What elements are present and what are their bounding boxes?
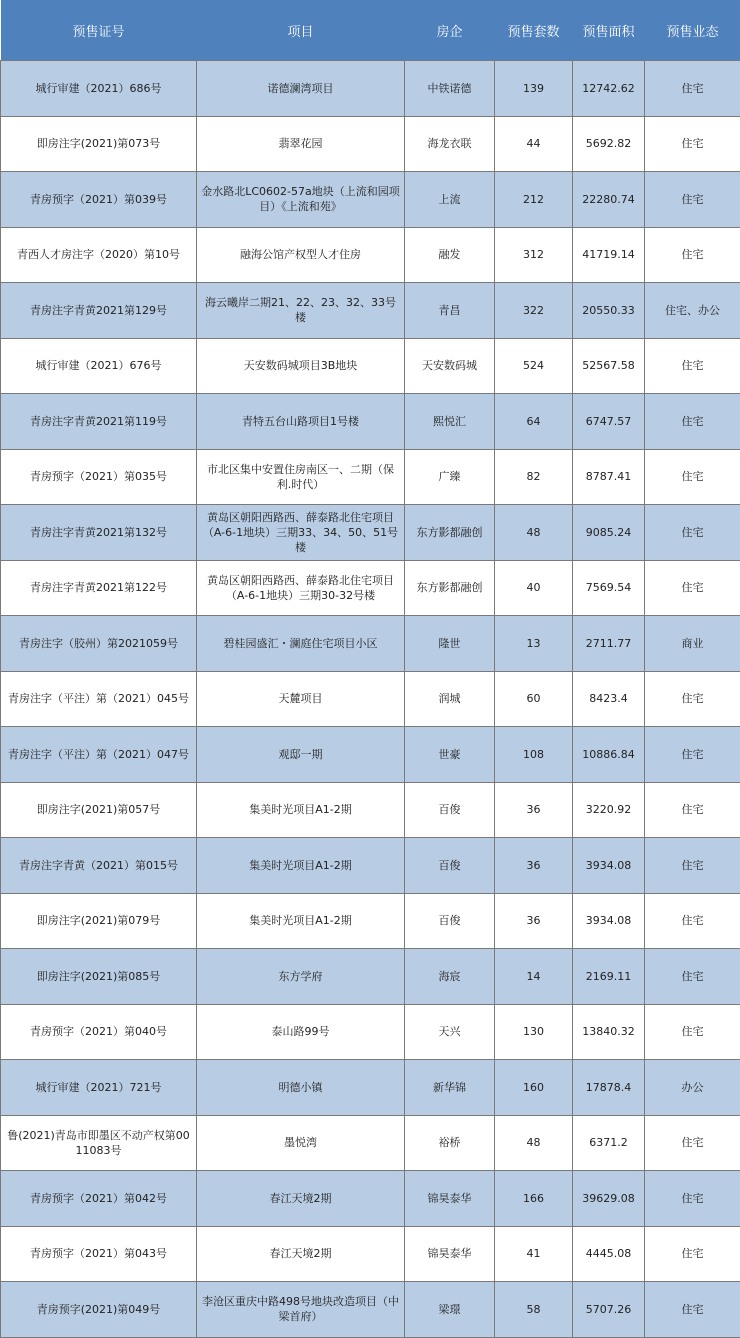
cell-units: 312 xyxy=(495,227,573,283)
cell-units: 82 xyxy=(495,449,573,505)
table-header xyxy=(1,0,740,61)
cell-units: 166 xyxy=(495,1171,573,1227)
cell-type: 办公 xyxy=(645,1060,740,1116)
cell-units: 40 xyxy=(495,560,573,616)
cell-type: 住宅 xyxy=(645,671,740,727)
cell-project: 春江天境2期 xyxy=(197,1226,405,1282)
cell-project: 观邸一期 xyxy=(197,727,405,783)
cell-area: 2711.77 xyxy=(573,616,645,672)
cell-area: 8787.41 xyxy=(573,449,645,505)
cell-project: 青特五台山路项目1号楼 xyxy=(197,394,405,450)
cell-developer: 百俊 xyxy=(405,893,495,949)
cell-developer: 润城 xyxy=(405,671,495,727)
cell-developer: 广臻 xyxy=(405,449,495,505)
header-type: 预售业态 xyxy=(645,0,740,61)
cell-type: 住宅 xyxy=(645,838,740,894)
cell-area: 9085.24 xyxy=(573,505,645,561)
cell-permit-no: 青房预字（2021）第039号 xyxy=(1,172,197,228)
table-row xyxy=(1,1004,740,1060)
cell-area: 7569.54 xyxy=(573,560,645,616)
cell-area: 6747.57 xyxy=(573,394,645,450)
cell-units: 60 xyxy=(495,671,573,727)
cell-area: 3934.08 xyxy=(573,893,645,949)
cell-units: 524 xyxy=(495,338,573,394)
cell-area: 2169.11 xyxy=(573,949,645,1005)
cell-area: 13840.32 xyxy=(573,1004,645,1060)
cell-area: 12742.62 xyxy=(573,61,645,117)
cell-permit-no: 城行审建（2021）676号 xyxy=(1,338,197,394)
cell-permit-no: 青房注字（胶州）第2021059号 xyxy=(1,616,197,672)
cell-units: 160 xyxy=(495,1060,573,1116)
cell-developer: 上流 xyxy=(405,172,495,228)
cell-permit-no: 青房注字（平注）第（2021）045号 xyxy=(1,671,197,727)
cell-developer: 东方影都融创 xyxy=(405,560,495,616)
cell-permit-no: 城行审建（2021）721号 xyxy=(1,1060,197,1116)
header-area: 预售面积 xyxy=(573,0,645,61)
table-row xyxy=(1,949,740,1005)
cell-units: 212 xyxy=(495,172,573,228)
cell-area: 41719.14 xyxy=(573,227,645,283)
cell-project: 诺德澜湾项目 xyxy=(197,61,405,117)
table-row xyxy=(1,449,740,505)
cell-area: 20550.33 xyxy=(573,283,645,339)
table-row xyxy=(1,116,740,172)
cell-area: 22280.74 xyxy=(573,172,645,228)
cell-permit-no: 即房注字(2021)第073号 xyxy=(1,116,197,172)
table-row xyxy=(1,61,740,117)
cell-project: 天安数码城项目3B地块 xyxy=(197,338,405,394)
cell-permit-no: 鲁(2021)青岛市即墨区不动产权第0011083号 xyxy=(1,1115,197,1171)
cell-project: 集美时光项目A1-2期 xyxy=(197,893,405,949)
table-row xyxy=(1,671,740,727)
cell-permit-no: 青西人才房注字（2020）第10号 xyxy=(1,227,197,283)
cell-developer: 青昌 xyxy=(405,283,495,339)
table-row xyxy=(1,727,740,783)
cell-units: 108 xyxy=(495,727,573,783)
table-row xyxy=(1,505,740,561)
cell-units: 48 xyxy=(495,1115,573,1171)
cell-type: 住宅 xyxy=(645,394,740,450)
table-row xyxy=(1,782,740,838)
table-row xyxy=(1,172,740,228)
cell-type: 住宅 xyxy=(645,1282,740,1338)
cell-permit-no: 即房注字(2021)第085号 xyxy=(1,949,197,1005)
cell-permit-no: 青房预字（2021）第040号 xyxy=(1,1004,197,1060)
cell-area: 5692.82 xyxy=(573,116,645,172)
cell-type: 住宅 xyxy=(645,782,740,838)
cell-project: 金水路北LC0602-57a地块（上流和园项目）《上流和苑》 xyxy=(197,172,405,228)
cell-units: 41 xyxy=(495,1226,573,1282)
cell-permit-no: 青房注字青黄（2021）第015号 xyxy=(1,838,197,894)
cell-permit-no: 青房注字青黄2021第129号 xyxy=(1,283,197,339)
cell-permit-no: 青房注字（平注）第（2021）047号 xyxy=(1,727,197,783)
cell-permit-no: 青房预字(2021)第049号 xyxy=(1,1282,197,1338)
cell-project: 李沧区重庆中路498号地块改造项目（中梁首府） xyxy=(197,1282,405,1338)
table-row xyxy=(1,1115,740,1171)
cell-type: 住宅 xyxy=(645,116,740,172)
cell-area: 3220.92 xyxy=(573,782,645,838)
cell-developer: 融发 xyxy=(405,227,495,283)
cell-type: 住宅 xyxy=(645,227,740,283)
cell-project: 集美时光项目A1-2期 xyxy=(197,838,405,894)
cell-permit-no: 即房注字(2021)第057号 xyxy=(1,782,197,838)
table-body xyxy=(1,61,740,1338)
cell-units: 13 xyxy=(495,616,573,672)
cell-developer: 新华锦 xyxy=(405,1060,495,1116)
cell-units: 14 xyxy=(495,949,573,1005)
cell-developer: 百俊 xyxy=(405,838,495,894)
cell-developer: 百俊 xyxy=(405,782,495,838)
header-units: 预售套数 xyxy=(495,0,573,61)
cell-project: 融海公馆产权型人才住房 xyxy=(197,227,405,283)
cell-developer: 锦昊泰华 xyxy=(405,1171,495,1227)
cell-developer: 裕桥 xyxy=(405,1115,495,1171)
cell-project: 碧桂园盛汇・澜庭住宅项目小区 xyxy=(197,616,405,672)
cell-permit-no: 城行审建（2021）686号 xyxy=(1,61,197,117)
cell-type: 住宅 xyxy=(645,1171,740,1227)
table-row xyxy=(1,1226,740,1282)
cell-project: 天麓项目 xyxy=(197,671,405,727)
table-row xyxy=(1,1060,740,1116)
cell-permit-no: 青房预字（2021）第043号 xyxy=(1,1226,197,1282)
cell-project: 集美时光项目A1-2期 xyxy=(197,782,405,838)
header-project: 项目 xyxy=(197,0,405,61)
table-row xyxy=(1,1171,740,1227)
cell-type: 住宅 xyxy=(645,1226,740,1282)
cell-developer: 锦昊泰华 xyxy=(405,1226,495,1282)
cell-type: 住宅 xyxy=(645,949,740,1005)
cell-type: 商业 xyxy=(645,616,740,672)
cell-developer: 中铁诺德 xyxy=(405,61,495,117)
cell-permit-no: 青房注字青黄2021第132号 xyxy=(1,505,197,561)
cell-area: 39629.08 xyxy=(573,1171,645,1227)
cell-developer: 梁璟 xyxy=(405,1282,495,1338)
cell-type: 住宅 xyxy=(645,560,740,616)
header-row xyxy=(1,0,740,61)
table-row xyxy=(1,1282,740,1338)
header-permit-no: 预售证号 xyxy=(1,0,197,61)
cell-type: 住宅 xyxy=(645,727,740,783)
cell-units: 139 xyxy=(495,61,573,117)
cell-developer: 天安数码城 xyxy=(405,338,495,394)
cell-area: 10886.84 xyxy=(573,727,645,783)
cell-developer: 隆世 xyxy=(405,616,495,672)
cell-project: 黄岛区朝阳西路西、薛泰路北住宅项目（A-6-1地块）三期30-32号楼 xyxy=(197,560,405,616)
cell-area: 17878.4 xyxy=(573,1060,645,1116)
cell-type: 住宅 xyxy=(645,1115,740,1171)
table-row xyxy=(1,838,740,894)
cell-type: 住宅 xyxy=(645,1004,740,1060)
cell-developer: 海宸 xyxy=(405,949,495,1005)
cell-type: 住宅 xyxy=(645,893,740,949)
cell-project: 泰山路99号 xyxy=(197,1004,405,1060)
cell-units: 130 xyxy=(495,1004,573,1060)
cell-type: 住宅、办公 xyxy=(645,283,740,339)
cell-permit-no: 即房注字(2021)第079号 xyxy=(1,893,197,949)
cell-project: 翡翠花园 xyxy=(197,116,405,172)
table-row xyxy=(1,283,740,339)
cell-type: 住宅 xyxy=(645,61,740,117)
cell-project: 明德小镇 xyxy=(197,1060,405,1116)
cell-project: 东方学府 xyxy=(197,949,405,1005)
header-developer: 房企 xyxy=(405,0,495,61)
cell-units: 36 xyxy=(495,838,573,894)
cell-units: 44 xyxy=(495,116,573,172)
table-row xyxy=(1,394,740,450)
cell-project: 市北区集中安置住房南区一、二期（保利.时代） xyxy=(197,449,405,505)
cell-project: 春江天境2期 xyxy=(197,1171,405,1227)
cell-units: 36 xyxy=(495,782,573,838)
cell-developer: 东方影都融创 xyxy=(405,505,495,561)
cell-area: 52567.58 xyxy=(573,338,645,394)
table-row xyxy=(1,893,740,949)
cell-project: 黄岛区朝阳西路西、薛泰路北住宅项目（A-6-1地块）三期33、34、50、51号楼 xyxy=(197,505,405,561)
cell-developer: 熙悦汇 xyxy=(405,394,495,450)
cell-area: 3934.08 xyxy=(573,838,645,894)
cell-permit-no: 青房预字（2021）第035号 xyxy=(1,449,197,505)
table-row xyxy=(1,560,740,616)
cell-project: 墨悦湾 xyxy=(197,1115,405,1171)
cell-developer: 天兴 xyxy=(405,1004,495,1060)
cell-units: 64 xyxy=(495,394,573,450)
cell-units: 58 xyxy=(495,1282,573,1338)
table-row xyxy=(1,616,740,672)
cell-units: 322 xyxy=(495,283,573,339)
cell-units: 36 xyxy=(495,893,573,949)
cell-area: 6371.2 xyxy=(573,1115,645,1171)
table-row xyxy=(1,227,740,283)
cell-area: 8423.4 xyxy=(573,671,645,727)
table-row xyxy=(1,338,740,394)
cell-permit-no: 青房注字青黄2021第119号 xyxy=(1,394,197,450)
cell-type: 住宅 xyxy=(645,505,740,561)
cell-developer: 海龙衣联 xyxy=(405,116,495,172)
cell-type: 住宅 xyxy=(645,449,740,505)
cell-area: 5707.26 xyxy=(573,1282,645,1338)
cell-type: 住宅 xyxy=(645,172,740,228)
cell-area: 4445.08 xyxy=(573,1226,645,1282)
cell-developer: 世豪 xyxy=(405,727,495,783)
cell-project: 海云曦岸二期21、22、23、32、33号楼 xyxy=(197,283,405,339)
cell-permit-no: 青房注字青黄2021第122号 xyxy=(1,560,197,616)
cell-type: 住宅 xyxy=(645,338,740,394)
cell-permit-no: 青房预字（2021）第042号 xyxy=(1,1171,197,1227)
cell-units: 48 xyxy=(495,505,573,561)
